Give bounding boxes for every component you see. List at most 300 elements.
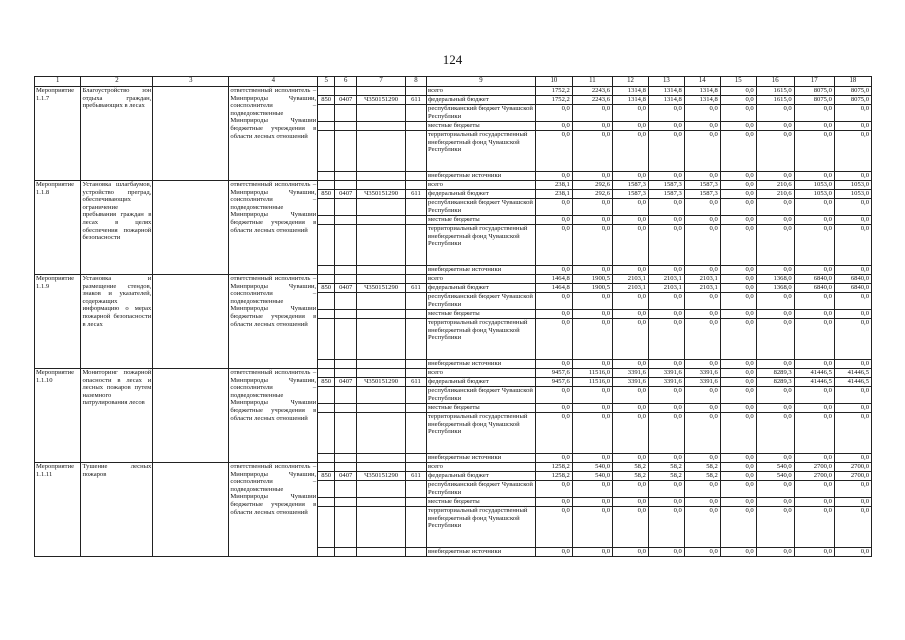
value-cell: 0,0: [684, 404, 720, 413]
code-cell-c8: 611: [405, 378, 426, 387]
table-row: [35, 369, 872, 378]
value-cell: 1752,2: [535, 96, 572, 105]
code-cell-c8: [405, 275, 426, 284]
column-number: 1: [35, 77, 81, 87]
code-cell-c5: [318, 172, 335, 181]
code-cell-c8: 611: [405, 96, 426, 105]
value-cell: 0,0: [572, 498, 612, 507]
funding-source: местные бюджеты: [427, 310, 536, 319]
value-cell: 0,0: [535, 360, 572, 369]
value-cell: 0,0: [756, 216, 794, 225]
value-cell: 0,0: [648, 199, 684, 216]
code-cell-c7: [357, 293, 406, 310]
funding-source: республиканский бюджет Чувашской Республики: [427, 199, 536, 216]
value-cell: 8075,0: [794, 87, 834, 96]
value-cell: 58,2: [684, 472, 720, 481]
code-cell-c5: [318, 498, 335, 507]
value-cell: 0,0: [613, 360, 649, 369]
code-cell-c5: 850: [318, 190, 335, 199]
value-cell: 9457,6: [535, 378, 572, 387]
value-cell: 2103,1: [613, 275, 649, 284]
empty-cell: [153, 369, 229, 463]
code-cell-c7: Ч350151290: [357, 96, 406, 105]
value-cell: 0,0: [794, 216, 834, 225]
code-cell-c8: [405, 122, 426, 131]
column-number: 17: [794, 77, 834, 87]
executor-cell: ответственный исполнитель – Минприроды Чувашии, соисполнители – подведомственные Минприроды Чувашии бюджетные учреждения в области лесных отношений: [229, 87, 318, 181]
code-cell-c5: 850: [318, 284, 335, 293]
value-cell: 8289,3: [756, 378, 794, 387]
code-cell-c5: [318, 360, 335, 369]
value-cell: 41446,5: [794, 378, 834, 387]
activity-title: Установка шлагбаумов, устройство преград, обеспечивающих ограничение пребывания граждан в лесах в целях обеспечения пожарной безопасности: [81, 181, 153, 275]
value-cell: 1900,5: [572, 275, 612, 284]
value-cell: 0,0: [648, 319, 684, 360]
value-cell: 0,0: [648, 266, 684, 275]
funding-source: территориальный государственный внебюджетный фонд Чувашской Республики: [427, 225, 536, 266]
value-cell: 0,0: [756, 131, 794, 172]
value-cell: 0,0: [794, 293, 834, 310]
value-cell: 210,6: [756, 181, 794, 190]
value-cell: 0,0: [794, 360, 834, 369]
column-number: 15: [720, 77, 756, 87]
value-cell: 0,0: [613, 225, 649, 266]
value-cell: 0,0: [535, 105, 572, 122]
activity-title: Тушение лесных пожаров: [81, 463, 153, 557]
code-cell-c7: [357, 87, 406, 96]
column-number: 2: [81, 77, 153, 87]
column-number: 10: [535, 77, 572, 87]
value-cell: 0,0: [756, 172, 794, 181]
code-cell-c6: [335, 481, 357, 498]
code-cell-c8: 611: [405, 190, 426, 199]
value-cell: 0,0: [572, 319, 612, 360]
funding-source: внебюджетные источники: [427, 360, 536, 369]
value-cell: 0,0: [794, 172, 834, 181]
code-cell-c7: [357, 387, 406, 404]
code-cell-c5: [318, 463, 335, 472]
funding-source: местные бюджеты: [427, 216, 536, 225]
value-cell: 0,0: [794, 310, 834, 319]
value-cell: 0,0: [613, 122, 649, 131]
value-cell: 58,2: [648, 463, 684, 472]
value-cell: 0,0: [535, 172, 572, 181]
column-number: 13: [648, 77, 684, 87]
value-cell: 0,0: [720, 310, 756, 319]
value-cell: 0,0: [720, 472, 756, 481]
funding-source: внебюджетные источники: [427, 548, 536, 557]
value-cell: 1053,0: [834, 181, 871, 190]
code-cell-c5: [318, 310, 335, 319]
value-cell: 0,0: [834, 225, 871, 266]
value-cell: 0,0: [684, 319, 720, 360]
value-cell: 0,0: [535, 216, 572, 225]
value-cell: 2103,1: [684, 284, 720, 293]
code-cell-c7: [357, 319, 406, 360]
funding-source: территориальный государственный внебюджетный фонд Чувашской Республики: [427, 413, 536, 454]
value-cell: 1587,3: [684, 190, 720, 199]
code-cell-c8: [405, 454, 426, 463]
value-cell: 0,0: [535, 507, 572, 548]
value-cell: 0,0: [613, 293, 649, 310]
code-cell-c8: [405, 181, 426, 190]
value-cell: 0,0: [720, 105, 756, 122]
value-cell: 0,0: [756, 498, 794, 507]
value-cell: 0,0: [834, 122, 871, 131]
code-cell-c5: [318, 122, 335, 131]
code-cell-c5: [318, 548, 335, 557]
executor-cell: ответственный исполнитель – Минприроды Чувашии, соисполнители – подведомственные Минприроды Чувашии бюджетные учреждения в области лесных отношений: [229, 181, 318, 275]
code-cell-c6: [335, 216, 357, 225]
value-cell: 0,0: [756, 548, 794, 557]
code-cell-c8: [405, 216, 426, 225]
value-cell: 0,0: [572, 131, 612, 172]
value-cell: 2103,1: [648, 275, 684, 284]
value-cell: 0,0: [572, 454, 612, 463]
code-cell-c8: 611: [405, 284, 426, 293]
empty-cell: [153, 87, 229, 181]
value-cell: 1258,2: [535, 463, 572, 472]
value-cell: 0,0: [756, 360, 794, 369]
value-cell: 0,0: [756, 310, 794, 319]
funding-source: республиканский бюджет Чувашской Республики: [427, 293, 536, 310]
value-cell: 0,0: [572, 413, 612, 454]
value-cell: 0,0: [720, 387, 756, 404]
value-cell: 0,0: [794, 199, 834, 216]
value-cell: 1053,0: [794, 190, 834, 199]
value-cell: 0,0: [684, 310, 720, 319]
value-cell: 0,0: [834, 319, 871, 360]
funding-source: федеральный бюджет: [427, 190, 536, 199]
value-cell: 0,0: [794, 498, 834, 507]
code-cell-c7: [357, 225, 406, 266]
value-cell: 0,0: [756, 387, 794, 404]
value-cell: 0,0: [535, 498, 572, 507]
value-cell: 0,0: [572, 105, 612, 122]
value-cell: 0,0: [834, 507, 871, 548]
code-cell-c6: [335, 122, 357, 131]
value-cell: 0,0: [572, 225, 612, 266]
value-cell: 0,0: [613, 131, 649, 172]
funding-source: местные бюджеты: [427, 498, 536, 507]
value-cell: 0,0: [684, 122, 720, 131]
value-cell: 0,0: [756, 199, 794, 216]
value-cell: 0,0: [535, 548, 572, 557]
value-cell: 0,0: [613, 413, 649, 454]
column-number: 6: [335, 77, 357, 87]
value-cell: 0,0: [613, 319, 649, 360]
value-cell: 8075,0: [794, 96, 834, 105]
value-cell: 0,0: [648, 507, 684, 548]
value-cell: 0,0: [720, 454, 756, 463]
value-cell: 1615,0: [756, 87, 794, 96]
value-cell: 2103,1: [648, 284, 684, 293]
value-cell: 0,0: [684, 360, 720, 369]
value-cell: 0,0: [613, 266, 649, 275]
value-cell: 540,0: [572, 472, 612, 481]
code-cell-c7: [357, 454, 406, 463]
value-cell: 58,2: [613, 472, 649, 481]
value-cell: 0,0: [684, 507, 720, 548]
code-cell-c5: [318, 413, 335, 454]
funding-source: всего: [427, 181, 536, 190]
value-cell: 0,0: [535, 310, 572, 319]
value-cell: 0,0: [535, 122, 572, 131]
value-cell: 0,0: [572, 199, 612, 216]
value-cell: 0,0: [756, 507, 794, 548]
value-cell: 0,0: [756, 319, 794, 360]
value-cell: 1368,0: [756, 284, 794, 293]
code-cell-c5: [318, 404, 335, 413]
code-cell-c6: [335, 293, 357, 310]
value-cell: 1314,8: [613, 96, 649, 105]
code-cell-c6: [335, 275, 357, 284]
code-cell-c7: [357, 199, 406, 216]
value-cell: 0,0: [834, 172, 871, 181]
value-cell: 0,0: [684, 387, 720, 404]
table-row: [35, 463, 872, 472]
column-number: 8: [405, 77, 426, 87]
funding-source: федеральный бюджет: [427, 96, 536, 105]
empty-cell: [153, 463, 229, 557]
value-cell: 0,0: [613, 404, 649, 413]
code-cell-c6: [335, 404, 357, 413]
code-cell-c6: [335, 181, 357, 190]
value-cell: 2700,0: [834, 472, 871, 481]
value-cell: 0,0: [794, 507, 834, 548]
value-cell: 8289,3: [756, 369, 794, 378]
page-number: 124: [442, 52, 463, 67]
value-cell: 0,0: [572, 481, 612, 498]
column-number: 3: [153, 77, 229, 87]
code-cell-c7: [357, 548, 406, 557]
value-cell: 1464,8: [535, 275, 572, 284]
value-cell: 0,0: [572, 310, 612, 319]
value-cell: 1587,3: [613, 190, 649, 199]
code-cell-c5: [318, 507, 335, 548]
value-cell: 2243,6: [572, 96, 612, 105]
value-cell: 0,0: [535, 413, 572, 454]
value-cell: 0,0: [684, 413, 720, 454]
value-cell: 0,0: [613, 454, 649, 463]
code-cell-c6: 0407: [335, 378, 357, 387]
column-number: 16: [756, 77, 794, 87]
code-cell-c7: [357, 172, 406, 181]
code-cell-c6: [335, 463, 357, 472]
code-cell-c6: [335, 413, 357, 454]
value-cell: 3391,6: [648, 369, 684, 378]
value-cell: 1314,8: [684, 96, 720, 105]
value-cell: 1258,2: [535, 472, 572, 481]
value-cell: 0,0: [720, 507, 756, 548]
value-cell: 0,0: [648, 310, 684, 319]
value-cell: 238,1: [535, 181, 572, 190]
table-row: [35, 181, 872, 190]
value-cell: 0,0: [794, 131, 834, 172]
value-cell: 0,0: [834, 360, 871, 369]
activity-title: Мониторинг пожарной опасности в лесах и лесных пожаров путем наземного патрулирования лесов: [81, 369, 153, 463]
code-cell-c5: [318, 216, 335, 225]
value-cell: 1615,0: [756, 96, 794, 105]
value-cell: 0,0: [613, 387, 649, 404]
code-cell-c5: [318, 454, 335, 463]
value-cell: 0,0: [648, 387, 684, 404]
funding-source: федеральный бюджет: [427, 378, 536, 387]
code-cell-c7: Ч350151290: [357, 472, 406, 481]
value-cell: 0,0: [794, 454, 834, 463]
code-cell-c7: [357, 481, 406, 498]
value-cell: 0,0: [535, 387, 572, 404]
code-cell-c5: 850: [318, 96, 335, 105]
code-cell-c6: 0407: [335, 96, 357, 105]
activity-title: Благоустройство зон отдыха граждан, пребывающих в лесах: [81, 87, 153, 181]
value-cell: 0,0: [794, 319, 834, 360]
code-cell-c7: [357, 310, 406, 319]
value-cell: 0,0: [720, 319, 756, 360]
value-cell: 11516,0: [572, 369, 612, 378]
value-cell: 0,0: [613, 216, 649, 225]
column-number-row: [35, 77, 872, 87]
value-cell: 0,0: [794, 481, 834, 498]
value-cell: 1587,3: [613, 181, 649, 190]
code-cell-c8: [405, 172, 426, 181]
value-cell: 0,0: [648, 131, 684, 172]
code-cell-c6: [335, 387, 357, 404]
value-cell: 0,0: [648, 105, 684, 122]
funding-source: всего: [427, 369, 536, 378]
value-cell: 0,0: [648, 122, 684, 131]
value-cell: 0,0: [756, 481, 794, 498]
code-cell-c8: [405, 310, 426, 319]
value-cell: 2103,1: [613, 284, 649, 293]
code-cell-c8: [405, 548, 426, 557]
value-cell: 0,0: [648, 172, 684, 181]
value-cell: 0,0: [756, 454, 794, 463]
value-cell: 2243,6: [572, 87, 612, 96]
column-number: 7: [357, 77, 406, 87]
value-cell: 6840,0: [794, 275, 834, 284]
code-cell-c5: [318, 199, 335, 216]
code-cell-c7: [357, 360, 406, 369]
value-cell: 0,0: [834, 266, 871, 275]
value-cell: 0,0: [535, 481, 572, 498]
value-cell: 8075,0: [834, 87, 871, 96]
column-number: 5: [318, 77, 335, 87]
value-cell: 1900,5: [572, 284, 612, 293]
value-cell: 0,0: [834, 413, 871, 454]
code-cell-c5: [318, 225, 335, 266]
activity-id: Мероприятие 1.1.9: [35, 275, 81, 369]
value-cell: 0,0: [684, 172, 720, 181]
code-cell-c7: [357, 122, 406, 131]
value-cell: 0,0: [572, 293, 612, 310]
value-cell: 292,6: [572, 181, 612, 190]
value-cell: 0,0: [720, 172, 756, 181]
value-cell: 0,0: [794, 105, 834, 122]
code-cell-c8: [405, 498, 426, 507]
value-cell: 1314,8: [613, 87, 649, 96]
code-cell-c7: [357, 369, 406, 378]
value-cell: 0,0: [720, 190, 756, 199]
value-cell: 1053,0: [794, 181, 834, 190]
value-cell: 0,0: [794, 225, 834, 266]
value-cell: 0,0: [794, 266, 834, 275]
value-cell: 1314,8: [684, 87, 720, 96]
code-cell-c7: [357, 266, 406, 275]
code-cell-c6: [335, 360, 357, 369]
value-cell: 0,0: [648, 293, 684, 310]
value-cell: 58,2: [648, 472, 684, 481]
funding-source: республиканский бюджет Чувашской Республики: [427, 481, 536, 498]
code-cell-c6: [335, 172, 357, 181]
code-cell-c7: [357, 404, 406, 413]
value-cell: 0,0: [720, 131, 756, 172]
code-cell-c5: [318, 293, 335, 310]
column-number: 11: [572, 77, 612, 87]
funding-source: внебюджетные источники: [427, 454, 536, 463]
value-cell: 0,0: [720, 378, 756, 387]
value-cell: 0,0: [720, 481, 756, 498]
value-cell: 0,0: [684, 293, 720, 310]
code-cell-c7: [357, 105, 406, 122]
value-cell: 0,0: [720, 284, 756, 293]
value-cell: 0,0: [720, 199, 756, 216]
value-cell: 540,0: [756, 463, 794, 472]
funding-source: федеральный бюджет: [427, 284, 536, 293]
code-cell-c7: [357, 181, 406, 190]
value-cell: 0,0: [684, 131, 720, 172]
column-number: 9: [427, 77, 536, 87]
value-cell: 540,0: [756, 472, 794, 481]
value-cell: 0,0: [684, 225, 720, 266]
value-cell: 0,0: [648, 404, 684, 413]
empty-cell: [153, 275, 229, 369]
value-cell: 0,0: [684, 454, 720, 463]
code-cell-c6: [335, 225, 357, 266]
value-cell: 0,0: [684, 266, 720, 275]
value-cell: 0,0: [720, 225, 756, 266]
value-cell: 0,0: [648, 481, 684, 498]
value-cell: 0,0: [648, 454, 684, 463]
value-cell: 0,0: [684, 498, 720, 507]
value-cell: 0,0: [834, 387, 871, 404]
value-cell: 0,0: [794, 548, 834, 557]
value-cell: 58,2: [613, 463, 649, 472]
code-cell-c6: [335, 310, 357, 319]
value-cell: 0,0: [794, 413, 834, 454]
code-cell-c8: [405, 105, 426, 122]
value-cell: 0,0: [648, 548, 684, 557]
code-cell-c8: [405, 293, 426, 310]
code-cell-c7: [357, 507, 406, 548]
value-cell: 0,0: [720, 266, 756, 275]
value-cell: 0,0: [834, 131, 871, 172]
code-cell-c5: [318, 275, 335, 284]
value-cell: 0,0: [535, 131, 572, 172]
code-cell-c7: Ч350151290: [357, 378, 406, 387]
code-cell-c8: [405, 199, 426, 216]
funding-source: федеральный бюджет: [427, 472, 536, 481]
value-cell: 210,6: [756, 190, 794, 199]
value-cell: 0,0: [572, 360, 612, 369]
code-cell-c6: 0407: [335, 472, 357, 481]
value-cell: 0,0: [648, 413, 684, 454]
funding-source: всего: [427, 463, 536, 472]
value-cell: 0,0: [756, 404, 794, 413]
value-cell: 0,0: [720, 293, 756, 310]
funding-source: республиканский бюджет Чувашской Республики: [427, 387, 536, 404]
value-cell: 0,0: [684, 548, 720, 557]
